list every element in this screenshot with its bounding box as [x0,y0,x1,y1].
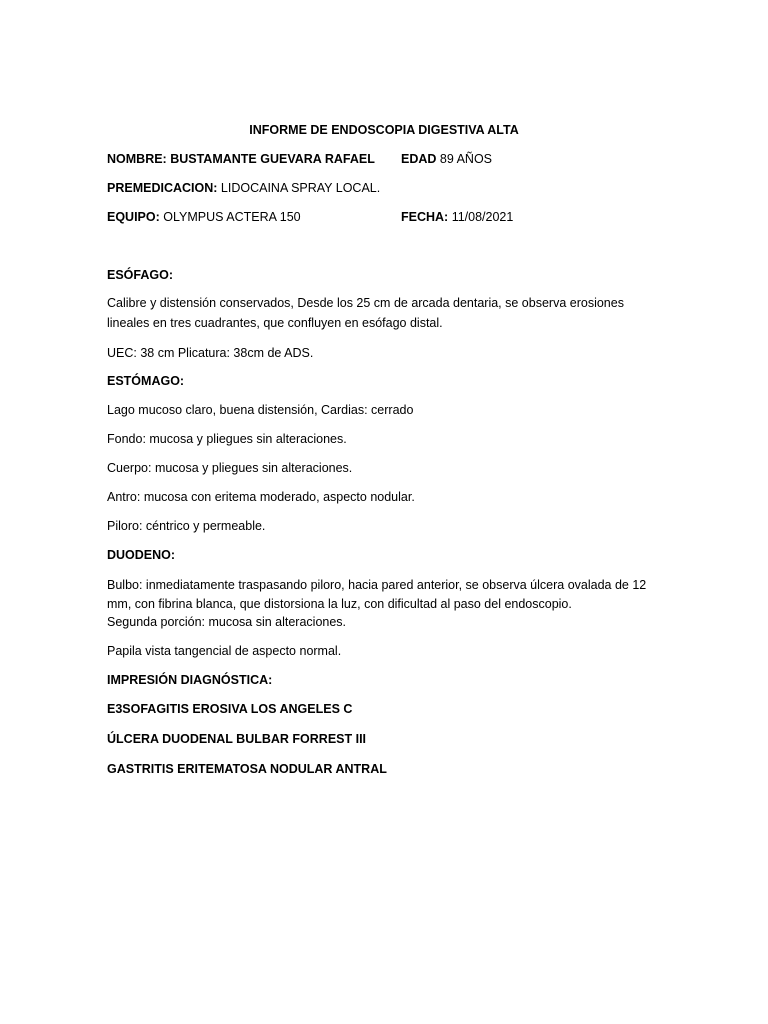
equipo-value: OLYMPUS ACTERA 150 [163,210,301,224]
premedicacion-value: LIDOCAINA SPRAY LOCAL. [220,181,381,195]
estomago-antro: Antro: mucosa con eritema moderado, aspecto nodular. [107,490,415,504]
edad-label: EDAD [401,152,437,166]
fecha-value: 11/08/2021 [451,210,514,224]
esofago-line-2: lineales en tres cuadrantes, que confluyen en esófago distal. [107,316,443,330]
duodeno-heading: DUODENO: [107,548,176,562]
duodeno-bulbo-line-1: Bulbo: inmediatamente traspasando piloro, hacia pared anterior, se observa úlcera ovalada de 12 [107,578,647,592]
estomago-heading: ESTÓMAGO: [107,374,185,388]
diagnosis-3: GASTRITIS ERITEMATOSA NODULAR ANTRAL [107,762,387,776]
estomago-cuerpo: Cuerpo: mucosa y pliegues sin alteraciones. [107,461,353,475]
equipo-label: EQUIPO: [107,210,160,224]
estomago-lago: Lago mucoso claro, buena distensión, Cardias: cerrado [107,403,414,417]
estomago-piloro: Piloro: céntrico y permeable. [107,519,266,533]
date-line [401,208,513,227]
patient-name-line [107,150,375,169]
nombre-label: NOMBRE: [107,152,167,166]
diagnosis-2: ÚLCERA DUODENAL BULBAR FORREST III [107,732,367,746]
esofago-line-1: Calibre y distensión conservados, Desde los 25 cm de arcada dentaria, se observa erosiones [107,296,624,310]
equipment-line [107,208,301,227]
impresion-heading: IMPRESIÓN DIAGNÓSTICA: [107,673,273,687]
report-title: INFORME DE ENDOSCOPIA DIGESTIVA ALTA [249,123,519,137]
diagnosis-1: E3SOFAGITIS EROSIVA LOS ANGELES C [107,702,353,716]
age-line [401,150,492,169]
fecha-label: FECHA: [401,210,449,224]
duodeno-papila: Papila vista tangencial de aspecto normal. [107,644,342,658]
esofago-heading: ESÓFAGO: [107,268,173,282]
edad-value: 89 AÑOS [439,152,493,166]
premedication-line [107,179,380,198]
nombre-value: BUSTAMANTE GUEVARA RAFAEL [170,152,375,166]
estomago-fondo: Fondo: mucosa y pliegues sin alteraciones. [107,432,347,446]
esofago-uec: UEC: 38 cm Plicatura: 38cm de ADS. [107,346,314,360]
duodeno-segunda: Segunda porción: mucosa sin alteraciones. [107,615,347,629]
duodeno-bulbo-line-2: mm, con fibrina blanca, que distorsiona la luz, con dificultad al paso del endoscopio. [107,597,572,611]
premedicacion-label: PREMEDICACION: [107,181,218,195]
